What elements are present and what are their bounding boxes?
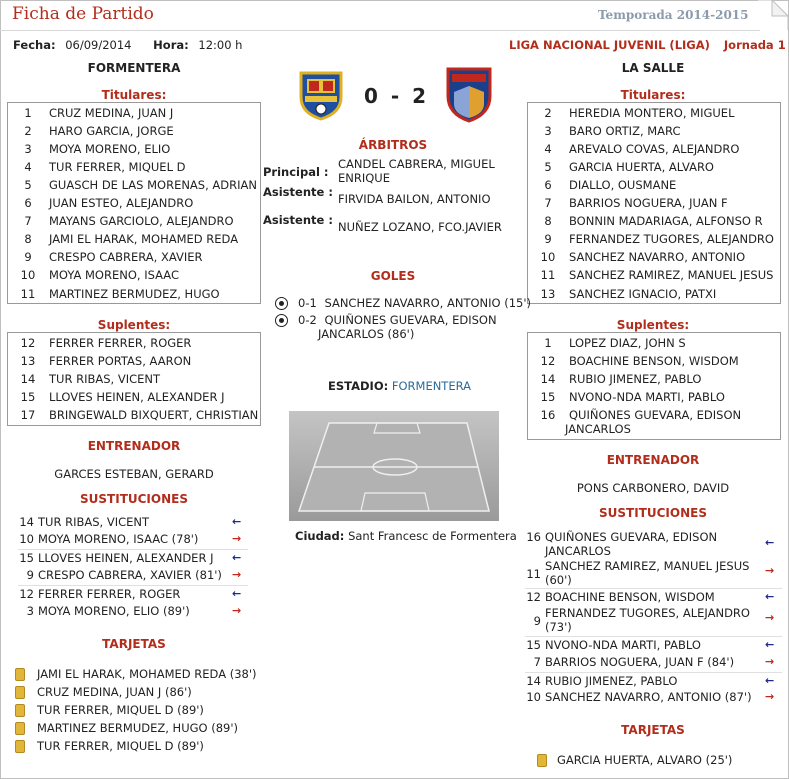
away-subs-title: Suplentes: <box>616 318 690 332</box>
substitution-in: 14 TUR RIBAS, VICENT <box>19 515 150 529</box>
arrow-right-icon: → <box>765 655 775 668</box>
card-entry: CRUZ MEDINA, JUAN J (86') <box>37 685 192 699</box>
home-subs-title: Suplentes: <box>97 318 171 332</box>
away-substitutions-title: SUSTITUCIONES <box>599 506 707 520</box>
list-item[interactable]: 9 CRESPO CABRERA, XAVIER <box>24 250 203 264</box>
referees-title: ÁRBITROS <box>358 138 428 152</box>
substitution-out: 10 MOYA MORENO, ISAAC (78') <box>19 532 199 546</box>
goal-entry: 0-1 SANCHEZ NAVARRO, ANTONIO (15') <box>298 296 532 310</box>
substitution-out-cont: (73') <box>545 620 572 634</box>
list-item[interactable]: 7 BARRIOS NOGUERA, JUAN F <box>544 196 728 210</box>
date-label: Fecha: <box>13 38 56 52</box>
list-item[interactable]: 14 TUR RIBAS, VICENT <box>20 372 161 386</box>
goals-title: GOLES <box>370 269 416 283</box>
list-item[interactable]: 17 BRINGEWALD BIXQUERT, CHRISTIAN <box>20 408 259 422</box>
card-entry: JAMI EL HARAK, MOHAMED REDA (38') <box>37 667 257 681</box>
away-starters-title: Titulares: <box>620 88 686 102</box>
substitution-out-number: 9 <box>533 614 541 628</box>
list-item[interactable]: 5 GARCIA HUERTA, ALVARO <box>544 160 714 174</box>
home-substitutions-title: SUSTITUCIONES <box>80 492 188 506</box>
away-coach-title: ENTRENADOR <box>606 453 700 467</box>
list-item[interactable]: 12 BOACHINE BENSON, WISDOM <box>540 354 739 368</box>
substitution-out: FERNANDEZ TUGORES, ALEJANDRO <box>545 606 750 620</box>
referee-asst2-label: Asistente : <box>263 213 333 227</box>
away-cards-title: TARJETAS <box>621 723 685 737</box>
list-item[interactable]: 12 FERRER FERRER, ROGER <box>20 336 192 350</box>
substitution-in: 12 FERRER FERRER, ROGER <box>19 587 181 601</box>
list-item[interactable]: 10 MOYA MORENO, ISAAC <box>20 268 179 282</box>
home-team-name[interactable]: FORMENTERA <box>87 61 181 75</box>
home-subs-list <box>7 332 261 426</box>
substitution-in: 15 NVONO-NDA MARTI, PABLO <box>526 638 701 652</box>
yellow-card-icon <box>15 740 25 753</box>
substitution-out-cont: (60') <box>545 573 572 587</box>
stadium-link[interactable]: FORMENTERA <box>391 379 471 393</box>
substitution-out: 10 SANCHEZ NAVARRO, ANTONIO (87') <box>526 690 752 704</box>
arrow-right-icon: → <box>232 532 242 545</box>
card-entry: TUR FERRER, MIQUEL D (89') <box>37 739 204 753</box>
season-label: Temporada 2014-2015 <box>598 8 749 22</box>
card-entry: GARCIA HUERTA, ALVARO (25') <box>557 753 733 767</box>
list-item[interactable]: 6 DIALLO, OUSMANE <box>544 178 677 192</box>
yellow-card-icon <box>15 668 25 681</box>
substitution-in-cont: JANCARLOS <box>545 544 611 558</box>
home-score: 0 <box>363 84 378 108</box>
arrow-right-icon: → <box>765 611 775 624</box>
list-item[interactable]: 14 RUBIO JIMENEZ, PABLO <box>540 372 702 386</box>
away-starters-list <box>527 102 781 304</box>
list-item[interactable]: 10 SANCHEZ NAVARRO, ANTONIO <box>540 250 746 264</box>
yellow-card-icon <box>15 722 25 735</box>
list-item[interactable]: 8 BONNIN MADARIAGA, ALFONSO R <box>544 214 763 228</box>
yellow-card-icon <box>15 686 25 699</box>
page-corner-icon <box>758 0 788 30</box>
away-coach-name: PONS CARBONERO, DAVID <box>576 481 730 495</box>
home-substitutions-list <box>18 513 248 621</box>
stadium-row <box>328 379 471 393</box>
home-crest-icon[interactable] <box>295 69 347 121</box>
list-item[interactable]: 11 MARTINEZ BERMUDEZ, HUGO <box>20 287 220 301</box>
stadium-photo[interactable] <box>289 411 499 521</box>
list-item[interactable]: 1 CRUZ MEDINA, JUAN J <box>24 106 174 120</box>
score-separator: - <box>390 84 400 108</box>
page-title: Ficha de Partido <box>12 4 154 24</box>
card-entry: MARTINEZ BERMUDEZ, HUGO (89') <box>37 721 239 735</box>
list-item[interactable]: 6 JUAN ESTEO, ALEJANDRO <box>24 196 194 210</box>
arrow-right-icon: → <box>232 568 242 581</box>
list-item[interactable]: 5 GUASCH DE LAS MORENAS, ADRIAN <box>24 178 257 192</box>
substitution-out: 7 BARRIOS NOGUERA, JUAN F (84') <box>533 655 735 669</box>
list-item[interactable]: 16 QUIÑONES GUEVARA, EDISON JANCARLOS <box>540 408 742 436</box>
arrow-left-icon: ← <box>232 551 242 564</box>
header-divider <box>0 30 760 31</box>
substitution-in: 16 QUIÑONES GUEVARA, EDISON <box>526 530 718 544</box>
round-label: Jornada 1 <box>723 38 786 52</box>
arrow-right-icon: → <box>765 564 775 577</box>
away-cards-list <box>537 751 777 771</box>
substitution-out: SANCHEZ RAMIREZ, MANUEL JESUS <box>545 559 750 573</box>
substitution-out: 9 CRESPO CABRERA, XAVIER (81') <box>26 568 222 582</box>
substitution-in: 12 BOACHINE BENSON, WISDOM <box>526 590 715 604</box>
arrow-right-icon: → <box>232 604 242 617</box>
substitution-out-number: 11 <box>526 567 541 581</box>
home-starters-title: Titulares: <box>101 88 167 102</box>
list-item[interactable]: 2 HARO GARCIA, JORGE <box>24 124 174 138</box>
list-item[interactable]: 3 BARO ORTIZ, MARC <box>544 124 681 138</box>
referee-main-label: Principal : <box>263 165 329 179</box>
city-row <box>295 529 517 543</box>
substitution-in: 14 RUBIO JIMENEZ, PABLO <box>526 674 678 688</box>
list-item[interactable]: 4 TUR FERRER, MIQUEL D <box>24 160 186 174</box>
away-score: 2 <box>412 84 427 108</box>
league-name[interactable]: LIGA NACIONAL JUVENIL (LIGA) <box>509 38 710 52</box>
list-item[interactable]: 9 FERNANDEZ TUGORES, ALEJANDRO <box>544 232 774 246</box>
list-item[interactable]: 15 NVONO-NDA MARTI, PABLO <box>540 390 725 404</box>
arrow-left-icon: ← <box>765 674 775 687</box>
away-substitutions-list <box>525 528 782 708</box>
list-item[interactable]: 13 SANCHEZ IGNACIO, PATXI <box>540 287 717 301</box>
arrow-left-icon: ← <box>232 587 242 600</box>
referee-main-name: CANDEL CABRERA, MIGUEL ENRIQUE <box>338 157 495 185</box>
card-entry: TUR FERRER, MIQUEL D (89') <box>37 703 204 717</box>
goal-entry-cont: JANCARLOS (86') <box>318 327 415 341</box>
arrow-left-icon: ← <box>765 590 775 603</box>
referee-asst1-label: Asistente : <box>263 185 333 199</box>
date-row <box>13 38 242 52</box>
soccer-ball-icon <box>275 297 288 310</box>
away-subs-list <box>527 332 781 440</box>
list-item[interactable]: 15 LLOVES HEINEN, ALEXANDER J <box>20 390 225 404</box>
referee-asst2-name: NUÑEZ LOZANO, FCO.JAVIER <box>338 220 502 234</box>
home-cards-list <box>15 665 265 760</box>
list-item[interactable]: 3 MOYA MORENO, ELIO <box>24 142 171 156</box>
home-starters-list <box>7 102 261 304</box>
goal-entry: 0-2 QUIÑONES GUEVARA, EDISON <box>298 313 497 327</box>
match-time: 12:00 h <box>198 38 243 52</box>
arrow-left-icon: ← <box>765 536 775 549</box>
list-item[interactable]: 1 LOPEZ DIAZ, JOHN S <box>544 336 686 350</box>
soccer-ball-icon <box>275 314 288 327</box>
arrow-left-icon: ← <box>232 515 242 528</box>
away-crest-icon[interactable] <box>442 66 496 124</box>
substitution-out: 3 MOYA MORENO, ELIO (89') <box>26 604 190 618</box>
substitution-in: 15 LLOVES HEINEN, ALEXANDER J <box>19 551 214 565</box>
list-item[interactable]: 11 SANCHEZ RAMIREZ, MANUEL JESUS <box>540 268 774 282</box>
match-date: 06/09/2014 <box>65 38 132 52</box>
list-item[interactable]: 13 FERRER PORTAS, AARON <box>20 354 192 368</box>
city-label: Ciudad: <box>295 529 345 543</box>
league-row <box>509 38 786 52</box>
list-item[interactable]: 7 MAYANS GARCIOLO, ALEJANDRO <box>24 214 234 228</box>
away-team-name[interactable]: LA SALLE <box>621 61 685 75</box>
city-name: Sant Francesc de Formentera <box>348 529 517 543</box>
yellow-card-icon <box>15 704 25 717</box>
list-item[interactable]: 4 AREVALO COVAS, ALEJANDRO <box>544 142 740 156</box>
list-item[interactable]: 2 HEREDIA MONTERO, MIGUEL <box>544 106 735 120</box>
home-coach-name: GARCES ESTEBAN, GERARD <box>54 467 214 481</box>
yellow-card-icon <box>537 754 547 767</box>
home-coach-title: ENTRENADOR <box>87 439 181 453</box>
time-label: Hora: <box>153 38 189 52</box>
home-cards-title: TARJETAS <box>102 637 166 651</box>
scoreboard <box>355 84 435 108</box>
list-item[interactable]: 8 JAMI EL HARAK, MOHAMED REDA <box>24 232 239 246</box>
referee-asst1-name: FIRVIDA BAILON, ANTONIO <box>338 192 491 206</box>
arrow-right-icon: → <box>765 690 775 703</box>
stadium-label: ESTADIO: <box>328 379 389 393</box>
arrow-left-icon: ← <box>765 638 775 651</box>
